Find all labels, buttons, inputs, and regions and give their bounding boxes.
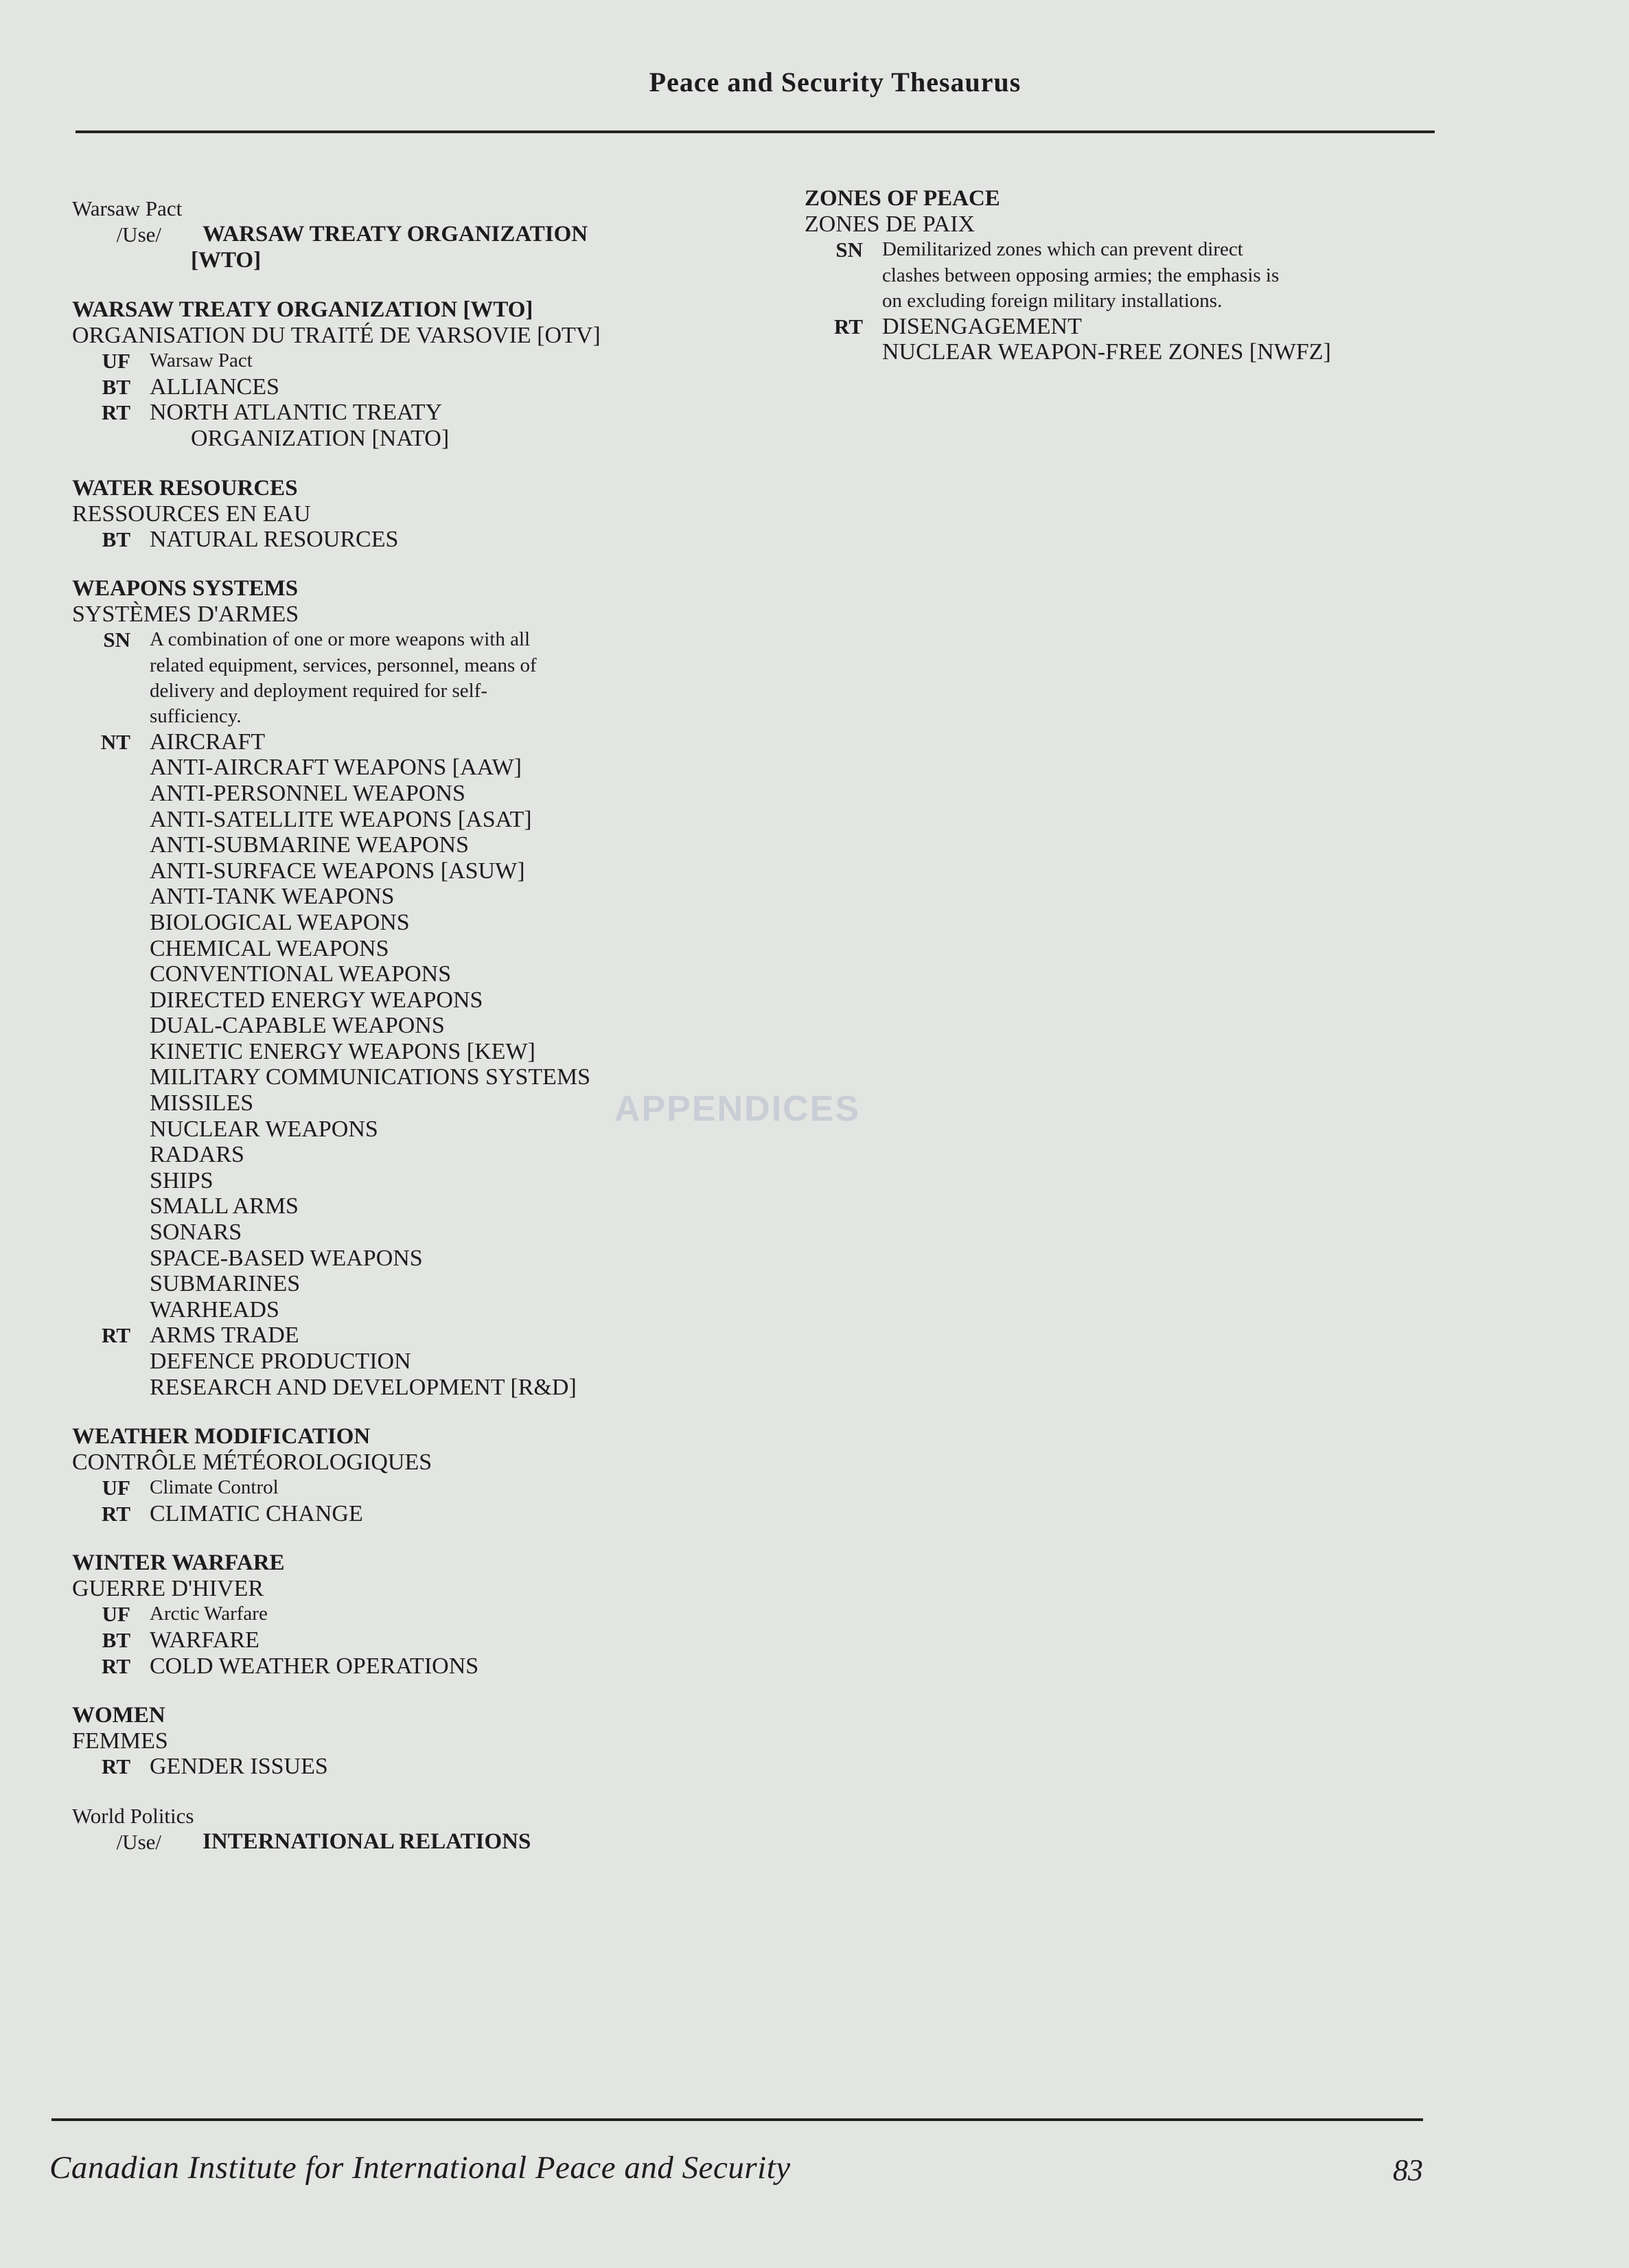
relation-code: UF (102, 1602, 130, 1627)
relation-value: COLD WEATHER OPERATIONS (150, 1653, 479, 1679)
relation-code: /Use/ (116, 222, 161, 247)
relation-code: RT (102, 1323, 130, 1348)
entry-line (72, 222, 759, 248)
relation-code: BT (102, 374, 130, 399)
relation-value: NORTH ATLANTIC TREATY (150, 400, 443, 426)
thesaurus-entry (72, 475, 759, 553)
relation-value: Demilitarized zones which can prevent direct (882, 238, 1243, 260)
relation-code (72, 1193, 150, 1219)
relation-code (72, 1349, 150, 1375)
entry-line (72, 1601, 759, 1627)
entry-french-term: ZONES DE PAIX (805, 211, 975, 237)
entry-french-term: RESSOURCES EN EAU (72, 501, 311, 527)
entry-line (72, 987, 759, 1013)
thesaurus-entry (72, 297, 759, 451)
relation-value: WARSAW TREATY ORGANIZATION (203, 222, 588, 247)
relation-value: AIRCRAFT (150, 729, 266, 755)
relation-code (72, 755, 150, 781)
relation-code (72, 910, 150, 936)
entry-line (72, 1039, 759, 1065)
relation-code (805, 339, 882, 365)
relation-value: MILITARY COMMUNICATIONS SYSTEMS (150, 1064, 591, 1090)
entry-line (805, 263, 1436, 288)
relation-code: RT (834, 314, 863, 339)
relation-code (72, 961, 150, 987)
entry-line (72, 1193, 759, 1219)
entry-line (72, 858, 759, 884)
footer-rule (51, 2118, 1423, 2121)
entry-line (72, 627, 759, 653)
thesaurus-entry (805, 185, 1436, 365)
relation-code (72, 987, 150, 1013)
entry-line (72, 755, 759, 781)
relation-value: clashes between opposing armies; the emphasis is (882, 264, 1280, 286)
relation-value: RADARS (150, 1142, 244, 1168)
entry-line (72, 781, 759, 807)
relation-code (72, 1116, 150, 1143)
relation-code: RT (102, 400, 130, 425)
relation-value: ANTI-SUBMARINE WEAPONS (150, 832, 469, 858)
relation-code (72, 426, 150, 452)
entry-line (72, 1219, 759, 1246)
entry-line (72, 884, 759, 910)
relation-code (72, 807, 150, 833)
entry-line (72, 1168, 759, 1194)
entry-line (72, 653, 759, 678)
appendices-watermark: APPENDICES (614, 1089, 861, 1129)
entry-line (72, 348, 759, 374)
entry-line (72, 961, 759, 987)
entry-french-term: ORGANISATION DU TRAITÉ DE VARSOVIE [OTV] (72, 323, 601, 349)
entry-french-term: FEMMES (72, 1728, 168, 1754)
relation-value: ANTI-AIRCRAFT WEAPONS [AAW] (150, 755, 522, 781)
relation-value: NUCLEAR WEAPON-FREE ZONES [NWFZ] (882, 339, 1331, 365)
entry-term: WOMEN (72, 1703, 165, 1728)
entry-line (72, 1246, 759, 1272)
relation-value: SPACE-BASED WEAPONS (150, 1245, 423, 1271)
header-rule (76, 130, 1435, 133)
left-column (72, 196, 759, 1878)
relation-code (72, 1271, 150, 1297)
relation-value: WARHEADS (150, 1296, 279, 1322)
relation-code (72, 884, 150, 910)
entry-line (72, 729, 759, 755)
relation-code: SN (103, 628, 130, 652)
relation-code (72, 704, 150, 729)
relation-value: [WTO] (191, 247, 262, 273)
relation-code: BT (102, 1627, 130, 1652)
right-column (805, 185, 1436, 389)
relation-value: RESEARCH AND DEVELOPMENT [R&D] (150, 1374, 577, 1400)
relation-value: ALLIANCES (150, 374, 279, 400)
relation-value: BIOLOGICAL WEAPONS (150, 909, 410, 935)
relation-value: sufficiency. (150, 705, 242, 727)
entry-term: ZONES OF PEACE (805, 186, 1000, 211)
entry-line (72, 1116, 759, 1143)
relation-value: ANTI-SATELLITE WEAPONS [ASAT] (150, 806, 532, 832)
entry-line (72, 1349, 759, 1375)
relation-code: /Use/ (116, 1829, 161, 1854)
thesaurus-entry (72, 1803, 759, 1855)
entry-line (72, 1501, 759, 1527)
relation-value: Arctic Warfare (150, 1603, 268, 1625)
entry-line (72, 1829, 759, 1855)
relation-value: NATURAL RESOURCES (150, 526, 399, 552)
relation-code (72, 858, 150, 884)
thesaurus-entry (72, 1702, 759, 1780)
relation-value: CONVENTIONAL WEAPONS (150, 961, 452, 987)
entry-french-term: GUERRE D'HIVER (72, 1576, 264, 1602)
relation-value: CHEMICAL WEAPONS (150, 935, 389, 961)
relation-value: SHIPS (150, 1167, 213, 1193)
relation-value: delivery and deployment required for self- (150, 679, 488, 702)
relation-code (72, 1013, 150, 1039)
relation-code (72, 781, 150, 807)
entry-line (72, 527, 759, 553)
relation-code (72, 1168, 150, 1194)
relation-code (72, 678, 150, 704)
entry-term: WEATHER MODIFICATION (72, 1424, 371, 1450)
entry-french-term: SYSTÈMES D'ARMES (72, 602, 299, 628)
relation-code (72, 1297, 150, 1323)
relation-value: NUCLEAR WEAPONS (150, 1116, 378, 1142)
relation-code (72, 1090, 150, 1116)
relation-code: RT (102, 1501, 130, 1526)
relation-code (72, 1064, 150, 1090)
relation-value: DIRECTED ENERGY WEAPONS (150, 987, 483, 1013)
entry-line (805, 314, 1436, 340)
entry-line (72, 1375, 759, 1401)
relation-value: WARFARE (150, 1627, 259, 1653)
relation-code (72, 1375, 150, 1401)
thesaurus-entry (72, 1550, 759, 1679)
relation-value: KINETIC ENERGY WEAPONS [KEW] (150, 1038, 535, 1064)
relation-code: SN (835, 238, 863, 262)
relation-code: NT (100, 729, 130, 754)
entry-french-term: CONTRÔLE MÉTÉOROLOGIQUES (72, 1450, 432, 1476)
relation-code (72, 1039, 150, 1065)
relation-value: GENDER ISSUES (150, 1754, 328, 1780)
relation-value: Climate Control (150, 1476, 279, 1499)
relation-value: SONARS (150, 1219, 242, 1246)
relation-code: BT (102, 527, 130, 551)
entry-line (72, 1090, 759, 1116)
entry-line (72, 400, 759, 426)
entry-term: WEAPONS SYSTEMS (72, 576, 299, 602)
footer-institute: Canadian Institute for International Peace and Security (49, 2150, 791, 2186)
page-header-title: Peace and Security Thesaurus (649, 67, 1021, 98)
thesaurus-entry (72, 1423, 759, 1526)
relation-value: ARMS TRADE (150, 1322, 299, 1349)
relation-value: SUBMARINES (150, 1271, 301, 1297)
entry-term: WARSAW TREATY ORGANIZATION [WTO] (72, 297, 533, 323)
relation-code (72, 1142, 150, 1168)
relation-value: DISENGAGEMENT (882, 313, 1082, 339)
entry-term: Warsaw Pact (72, 196, 183, 220)
entry-line (72, 1653, 759, 1680)
relation-code (72, 832, 150, 858)
relation-value: SMALL ARMS (150, 1193, 299, 1219)
entry-line (72, 1754, 759, 1780)
relation-value: ORGANIZATION [NATO] (191, 425, 450, 451)
relation-value: on excluding foreign military installations. (882, 289, 1223, 312)
relation-code: RT (102, 1754, 130, 1779)
relation-value: MISSILES (150, 1090, 254, 1116)
entry-line (72, 1064, 759, 1090)
relation-value: CLIMATIC CHANGE (150, 1500, 363, 1526)
relation-code (72, 1246, 150, 1272)
entry-line (72, 374, 759, 400)
relation-value: INTERNATIONAL RELATIONS (203, 1829, 531, 1854)
entry-line (805, 237, 1436, 263)
page-number: 83 (1393, 2153, 1423, 2187)
entry-term: World Politics (72, 1803, 194, 1828)
relation-value: ANTI-TANK WEAPONS (150, 884, 395, 910)
relation-code: UF (102, 349, 130, 374)
entry-line (72, 1013, 759, 1039)
entry-line (72, 248, 759, 274)
entry-line (72, 426, 759, 452)
entry-line (805, 288, 1436, 314)
relation-value: Warsaw Pact (150, 350, 253, 372)
relation-code (72, 653, 150, 678)
relation-code (72, 248, 150, 274)
relation-value: DUAL-CAPABLE WEAPONS (150, 1013, 445, 1039)
entry-line (72, 832, 759, 858)
entry-line (72, 1322, 759, 1349)
relation-value: ANTI-PERSONNEL WEAPONS (150, 780, 465, 806)
entry-line (72, 678, 759, 704)
entry-line (72, 1271, 759, 1297)
relation-code (805, 288, 882, 314)
entry-line (72, 704, 759, 729)
relation-code: UF (102, 1476, 130, 1500)
relation-value: DEFENCE PRODUCTION (150, 1349, 411, 1374)
entry-line (72, 1142, 759, 1168)
entry-line (72, 1475, 759, 1501)
relation-code (72, 936, 150, 962)
entry-term: WATER RESOURCES (72, 475, 298, 501)
entry-term: WINTER WARFARE (72, 1550, 285, 1576)
entry-line (72, 807, 759, 833)
relation-code: RT (102, 1653, 130, 1678)
entry-line (72, 1297, 759, 1323)
entry-line (805, 339, 1436, 365)
thesaurus-entry (72, 196, 759, 273)
relation-code (72, 1219, 150, 1246)
relation-value: related equipment, services, personnel, means of (150, 654, 537, 676)
entry-line (72, 910, 759, 936)
entry-line (72, 1627, 759, 1653)
entry-line (72, 936, 759, 962)
relation-code (805, 263, 882, 288)
thesaurus-entry (72, 575, 759, 1400)
relation-value: A combination of one or more weapons with all (150, 628, 531, 651)
relation-value: ANTI-SURFACE WEAPONS [ASUW] (150, 858, 525, 884)
